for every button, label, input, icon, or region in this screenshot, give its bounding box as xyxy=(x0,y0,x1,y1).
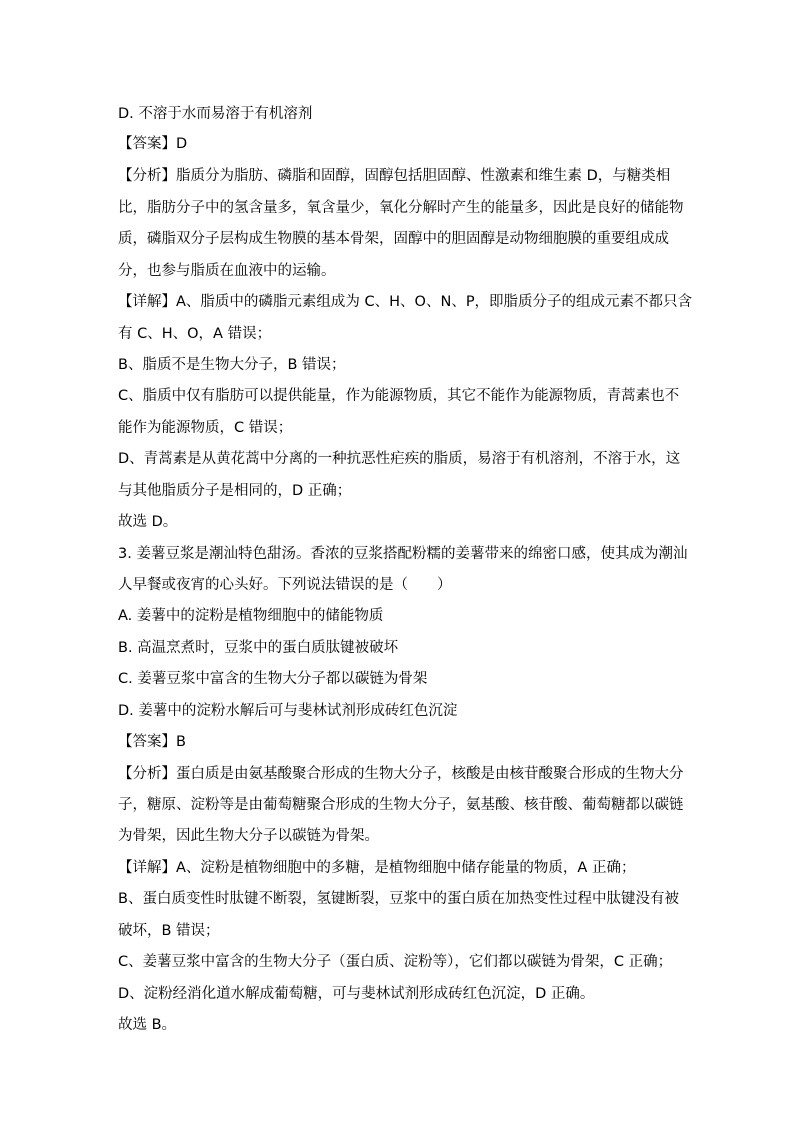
option-d-q2: D. 不溶于水而易溶于有机溶剂 xyxy=(118,106,313,122)
explanation-q2-line6: D、青蒿素是从黄花蒿中分离的一种抗恶性疟疾的脂质，易溶于有机溶剂，不溶于水，这 xyxy=(118,451,681,467)
conclusion-q2: 故选 D。 xyxy=(118,514,178,530)
analysis-q3-line1: 【分析】蛋白质是由氨基酸聚合形成的生物大分子，核酸是由核苷酸聚合形成的生物大分 xyxy=(118,766,684,782)
explanation-q2-line1: 【详解】A、脂质中的磷脂元素组成为 C、H、O、N、P，即脂质分子的组成元素不都只含 xyxy=(118,294,693,310)
analysis-q2-line4: 分，也参与脂质在血液中的运输。 xyxy=(118,263,336,279)
question-3-line2: 人早餐或夜宵的心头好。下列说法错误的是（ ） xyxy=(118,577,452,593)
explanation-q2-line2: 有 C、H、O，A 错误； xyxy=(118,326,272,342)
explanation-q3-line2: B、蛋白质变性时肽键不断裂，氢键断裂，豆浆中的蛋白质在加热变性过程中肽键没有被 xyxy=(118,891,679,907)
explanation-q3-line1: 【详解】A、淀粉是植物细胞中的多糖，是植物细胞中储存能量的物质，A 正确； xyxy=(118,860,636,876)
option-c-q3: C. 姜薯豆浆中富含的生物大分子都以碳链为骨架 xyxy=(118,671,428,687)
analysis-q2-line2: 比，脂肪分子中的氢含量多，氧含量少，氧化分解时产生的能量多，因此是良好的储能物 xyxy=(118,200,684,216)
explanation-q2-line4: C、脂质中仅有脂肪可以提供能量，作为能源物质，其它不能作为能源物质，青蒿素也不 xyxy=(118,388,680,404)
analysis-q3-line3: 为骨架，因此生物大分子以碳链为骨架。 xyxy=(118,828,379,844)
explanation-q3-line5: D、淀粉经消化道水解成葡萄糖，可与斐林试剂形成砖红色沉淀，D 正确。 xyxy=(118,986,595,1002)
explanation-q2-line7: 与其他脂质分子是相同的，D 正确； xyxy=(118,483,352,499)
answer-q3: 【答案】B xyxy=(118,734,186,750)
explanation-q2-line3: B、脂质不是生物大分子，B 错误； xyxy=(118,357,346,373)
answer-q2: 【答案】D xyxy=(118,136,188,152)
explanation-q3-line4: C、姜薯豆浆中富含的生物大分子（蛋白质、淀粉等），它们都以碳链为骨架，C 正确； xyxy=(118,954,673,970)
explanation-q2-line5: 能作为能源物质，C 错误； xyxy=(118,420,293,436)
analysis-q2-line3: 质，磷脂双分子层构成生物膜的基本骨架，固醇中的胆固醇是动物细胞膜的重要组成成 xyxy=(118,231,669,247)
option-a-q3: A. 姜薯中的淀粉是植物细胞中的储能物质 xyxy=(118,608,384,624)
option-d-q3: D. 姜薯中的淀粉水解后可与斐林试剂形成砖红色沉淀 xyxy=(118,703,458,719)
conclusion-q3: 故选 B。 xyxy=(118,1017,177,1033)
question-3-line1: 3. 姜薯豆浆是潮汕特色甜汤。香浓的豆浆搭配粉糯的姜薯带来的绵密口感，使其成为潮汕 xyxy=(118,546,688,562)
explanation-q3-line3: 破坏，B 错误； xyxy=(118,923,220,939)
option-b-q3: B. 高温烹煮时，豆浆中的蛋白质肽键被破坏 xyxy=(118,640,399,656)
analysis-q2-line1: 【分析】脂质分为脂肪、磷脂和固醇，固醇包括胆固醇、性激素和维生素 D，与糖类相 xyxy=(118,168,671,184)
analysis-q3-line2: 子，糖原、淀粉等是由葡萄糖聚合形成的生物大分子，氨基酸、核苷酸、葡萄糖都以碳链 xyxy=(118,797,684,813)
